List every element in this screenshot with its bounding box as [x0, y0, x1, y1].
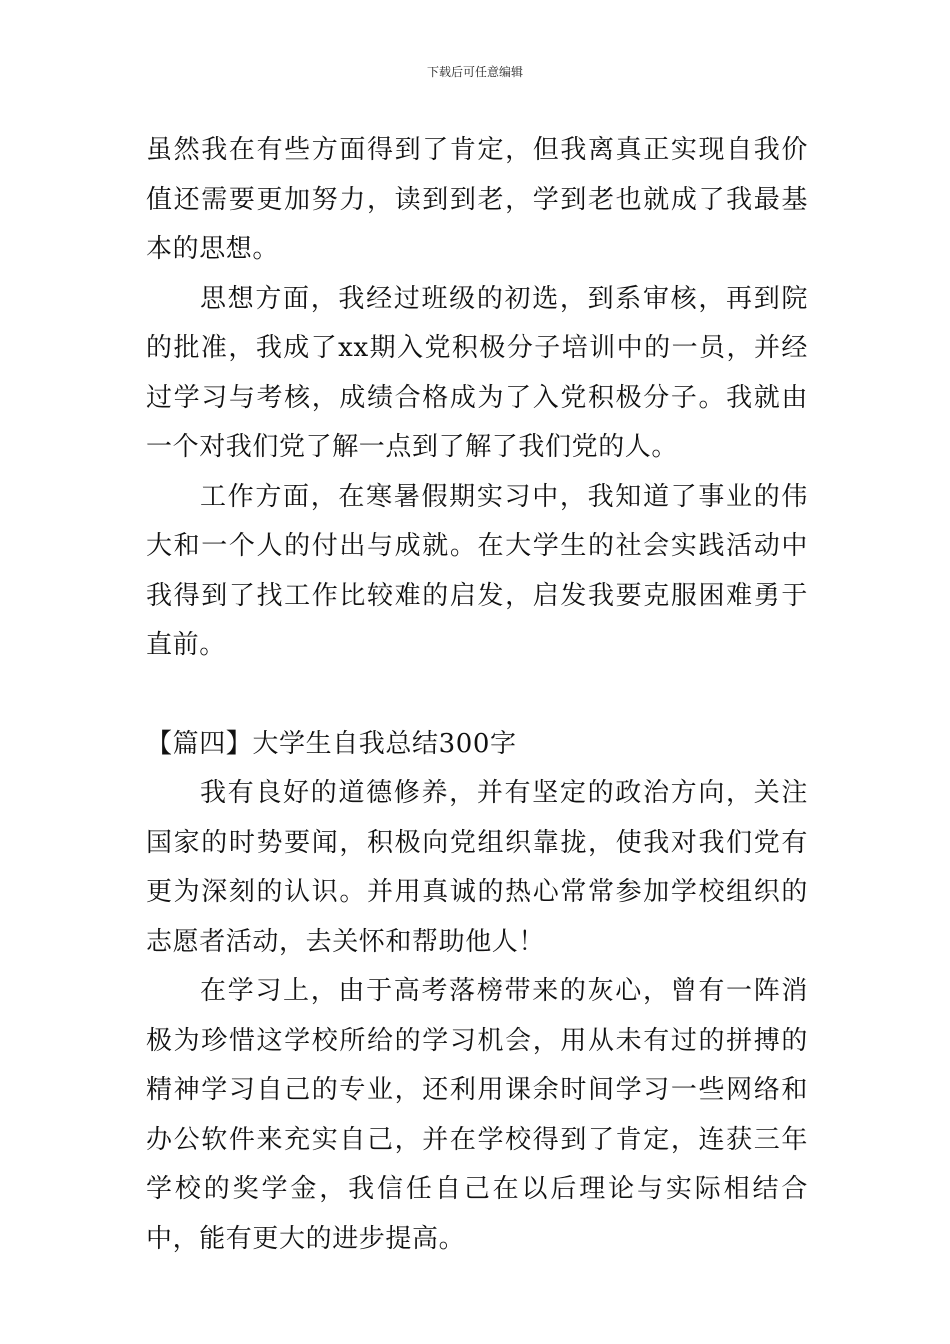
paragraph-continuation: 虽然我在有些方面得到了肯定，但我离真正实现自我价值还需要更加努力，读到到老，学到老也就成了我最基本的思想。: [146, 135, 808, 264]
paragraph-work: 工作方面，在寒暑假期实习中，我知道了事业的伟大和一个人的付出与成就。在大学生的社会实践活动中我得到了找工作比较难的启发，启发我要克服困难勇于直前。: [146, 481, 808, 660]
paragraph-morality: 我有良好的道德修养，并有坚定的政治方向，关注国家的时势要闻，积极向党组织靠拢，使我对我们党有更为深刻的认识。并用真诚的热心常常参加学校组织的志愿者活动，去关怀和帮助他人！: [146, 778, 808, 957]
paragraph-study: 在学习上，由于高考落榜带来的灰心，曾有一阵消极为珍惜这学校所给的学习机会，用从未有过的拼搏的精神学习自己的专业，还利用课余时间学习一些网络和办公软件来充实自己，并在学校得到了肯定，连获三年学校的奖学金，我信任自己在以后理论与实际相结合中，能有更大的进步提高。: [146, 976, 808, 1254]
section-spacer: [146, 671, 808, 720]
paragraph-thought: 思想方面，我经过班级的初选，到系审核，再到院的批准，我成了xx期入党积极分子培训中的一员，并经过学习与考核，成绩合格成为了入党积极分子。我就由一个对我们党了解一点到了解了我们党的人。: [146, 283, 808, 462]
document-body: [146, 126, 808, 1264]
page-header: 下载后可任意编辑: [426, 65, 523, 79]
section-heading: 【篇四】大学生自我总结300字: [146, 728, 517, 759]
